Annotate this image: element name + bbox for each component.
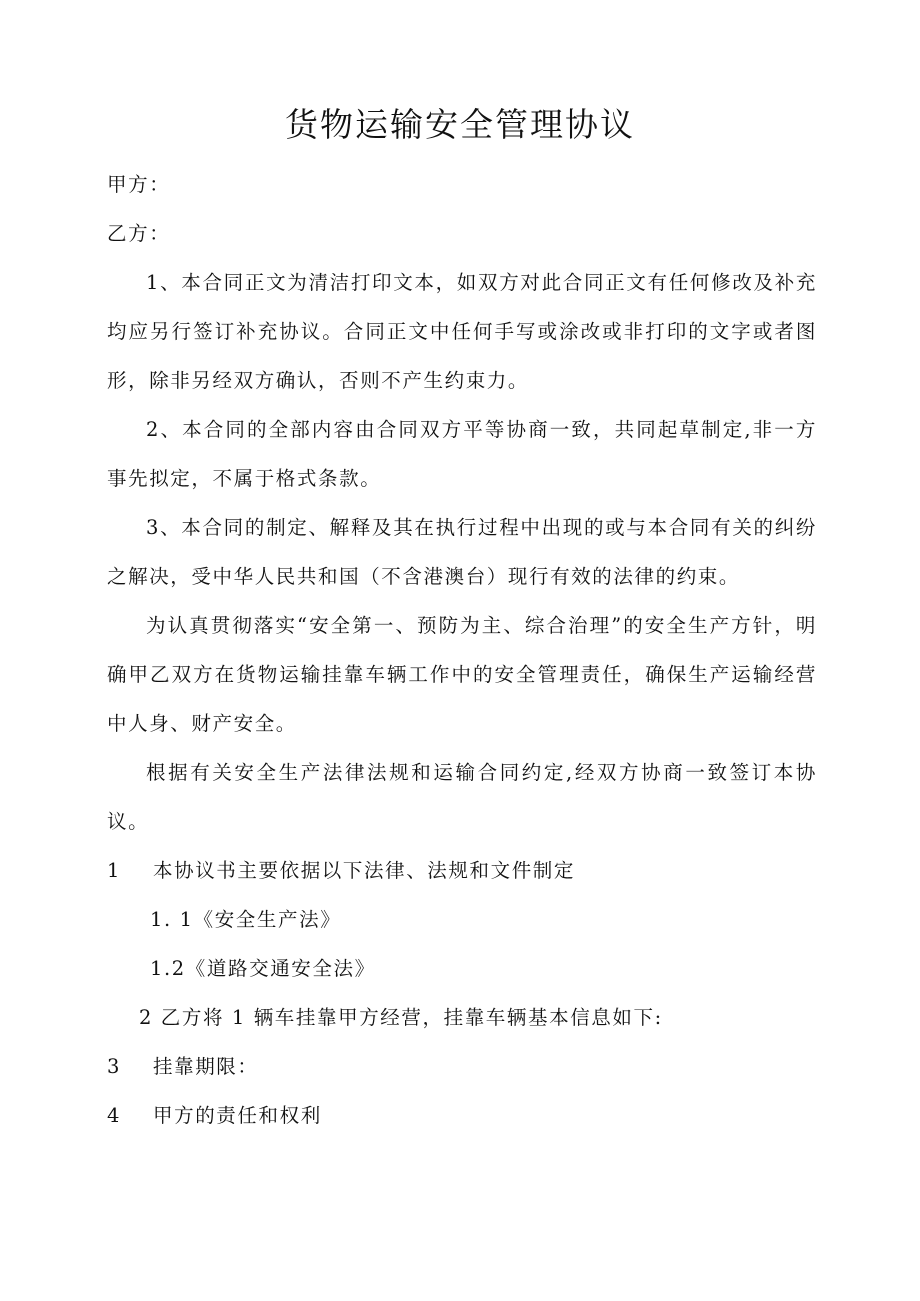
section-3-text: 挂靠期限： [153, 1055, 259, 1078]
section-1 [107, 846, 817, 895]
section-1-number: 1 [107, 859, 122, 882]
clause-3: 3、本合同的制定、解释及其在执行过程中出现的或与本合同有关的纠纷之解决，受中华人民共和国（不含港澳台）现行有效的法律的约束。 [107, 516, 817, 588]
section-4 [107, 1091, 817, 1140]
section-3 [107, 1042, 817, 1091]
clause-1: 1、本合同正文为清洁打印文本，如双方对此合同正文有任何修改及补充均应另行签订补充协议。合同正文中任何手写或涂改或非打印的文字或者图形，除非另经双方确认，否则不产生约束力。 [107, 271, 817, 392]
party-b-line: 乙方： [107, 222, 171, 245]
item-1-1: 1. 1《安全生产法》 [150, 908, 342, 931]
section-1-text: 本协议书主要依据以下法律、法规和文件制定 [153, 859, 576, 882]
section-3-number: 3 [107, 1055, 122, 1078]
purpose-paragraph: 为认真贯彻落实“安全第一、预防为主、综合治理”的安全生产方针，明确甲乙双方在货物运输挂靠车辆工作中的安全管理责任，确保生产运输经营中人身、财产安全。 [107, 614, 817, 735]
section-4-number: 4 [107, 1104, 122, 1127]
document-title: 货物运输安全管理协议 [285, 105, 635, 144]
document-body [107, 160, 817, 1140]
item-1-2: 1.2《道路交通安全法》 [150, 957, 376, 980]
section-2: 2 乙方将 1 辆车挂靠甲方经营，挂靠车辆基本信息如下: [139, 1006, 663, 1029]
clause-2: 2、本合同的全部内容由合同双方平等协商一致，共同起草制定,非一方事先拟定，不属于格式条款。 [107, 418, 817, 490]
party-a-line: 甲方： [107, 173, 171, 196]
basis-paragraph: 根据有关安全生产法律法规和运输合同约定,经双方协商一致签订本协议。 [107, 761, 817, 833]
section-4-text: 甲方的责任和权利 [153, 1104, 322, 1127]
